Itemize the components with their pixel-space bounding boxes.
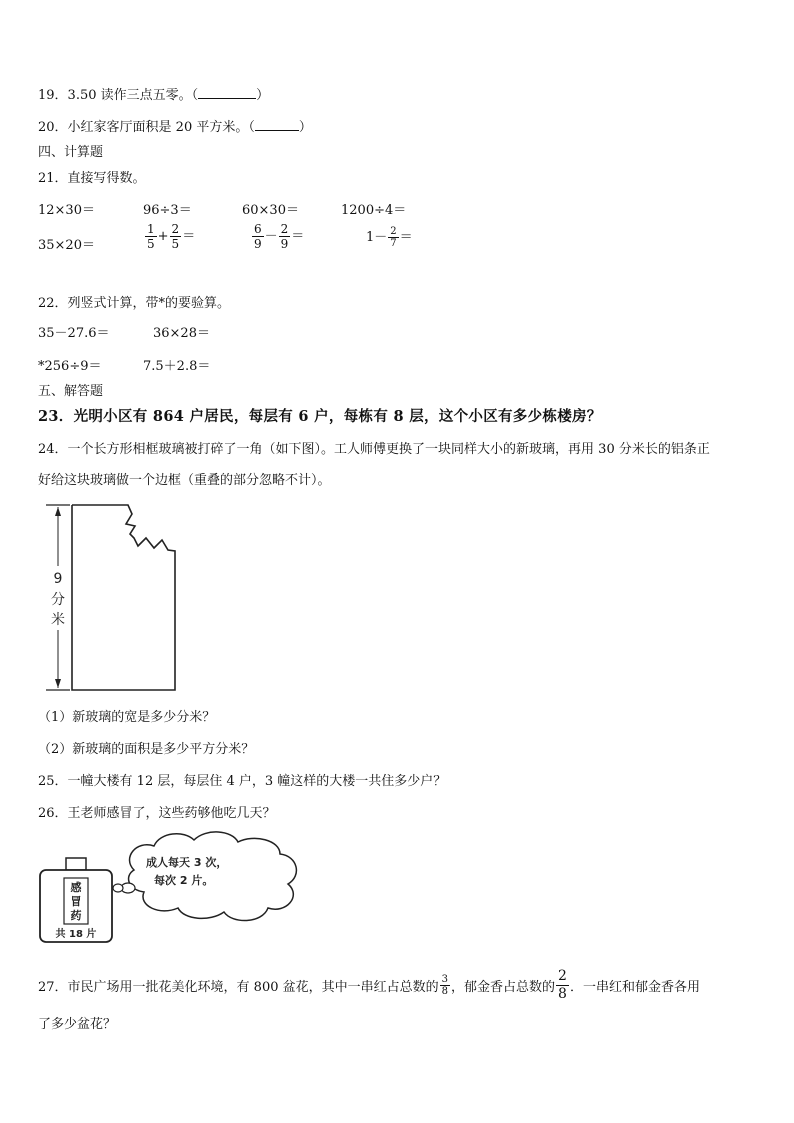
q21-item-6: $\frac{1}{5}$ + $\frac{2}{5}$ ＝ <box>147 222 196 251</box>
q19-answer-blank[interactable] <box>198 87 256 99</box>
bottle-label-3: 药 <box>70 909 82 922</box>
q24-sub-1: （1）新玻璃的宽是多少分米？ <box>38 710 216 725</box>
q24-sub-2: （2）新玻璃的面积是多少平方分米？ <box>38 742 255 757</box>
q27-line-2: 了多少盆花？ <box>38 1017 117 1032</box>
q21-item-3: 60×30＝ <box>242 203 299 218</box>
q21-title: 21．直接写得数。 <box>38 171 146 186</box>
medicine-figure <box>36 828 306 944</box>
cloud-text-1: 成人每天 3 次， <box>146 856 228 869</box>
question-20 <box>38 116 312 135</box>
q22-title: 22．列竖式计算，带*的要验算。 <box>38 296 231 311</box>
fig-label-9: 9 <box>53 571 63 587</box>
cloud-text-2: 每次 2 片。 <box>154 874 214 887</box>
q20-close: ） <box>298 120 312 135</box>
q25-text: 25．一幢大楼有 12 层，每层住 4 户，3 幢这样的大楼一共住多少户？ <box>38 774 447 789</box>
q27-frac-1: $\frac{3}{8}$ <box>441 974 448 997</box>
q27-part3: ．一串红和郁金香各用 <box>569 980 700 995</box>
bottle-cap <box>66 858 86 870</box>
q24-line-1: 24．一个长方形相框玻璃被打碎了一角（如下图）。工人师傅更换了一块同样大小的新玻璃，再用 30 分米长的铝条正 <box>38 442 710 457</box>
q19-stem: 3.50 读作三点五零。（ <box>67 88 199 103</box>
q19-close: ） <box>256 88 270 103</box>
broken-glass-figure <box>40 500 190 695</box>
q24-line-2: 好给这块玻璃做一个边框（重叠的部分忽略不计）。 <box>38 473 331 488</box>
q27-frac-2: $\frac{2}{8}$ <box>558 968 567 1002</box>
section-5-title: 五、解答题 <box>38 384 104 399</box>
fig-label-mi: 米 <box>51 612 65 628</box>
q23-text: 23．光明小区有 864 户居民，每层有 6 户，每栋有 8 层，这个小区有多少栋楼房？ <box>38 408 602 425</box>
q21-item-4: 1200÷4＝ <box>341 203 407 218</box>
q21-item-7: $\frac{6}{9}$ － $\frac{2}{9}$ ＝ <box>254 222 305 251</box>
q21-item-8: 1－ $\frac{2}{7}$ ＝ <box>366 226 413 249</box>
bottle-label-1: 感 <box>70 881 82 894</box>
q27-part2: ，郁金香占总数的 <box>451 980 556 995</box>
section-4-title: 四、计算题 <box>38 145 104 160</box>
q21-item-5: 35×20＝ <box>38 238 95 253</box>
q20-answer-blank[interactable] <box>255 119 299 131</box>
question-19 <box>38 84 269 103</box>
q26-text: 26．王老师感冒了，这些药够他吃几天？ <box>38 806 276 821</box>
q27-part1: 27．市民广场用一批花美化环境，有 800 盆花，其中一串红占总数的 <box>38 980 439 995</box>
q27-line-1 <box>38 968 700 1003</box>
glass-outline <box>72 505 175 690</box>
q21-item-1: 12×30＝ <box>38 203 95 218</box>
bottle-label-2: 冒 <box>70 895 82 908</box>
q19-text: 19． <box>38 88 68 103</box>
q20-num: 20． <box>38 120 68 135</box>
q22-item-1: 35－27.6＝ <box>38 326 110 341</box>
fig-label-fen: 分 <box>51 592 65 608</box>
q22-item-4: 7.5＋2.8＝ <box>143 359 211 374</box>
q22-item-3: *256÷9＝ <box>38 359 102 374</box>
bottle-count: 共 18 片 <box>55 929 97 940</box>
q20-stem: 小红家客厅面积是 20 平方米。（ <box>67 120 255 135</box>
q21-item-2: 96÷3＝ <box>143 203 192 218</box>
q22-item-2: 36×28＝ <box>153 326 210 341</box>
